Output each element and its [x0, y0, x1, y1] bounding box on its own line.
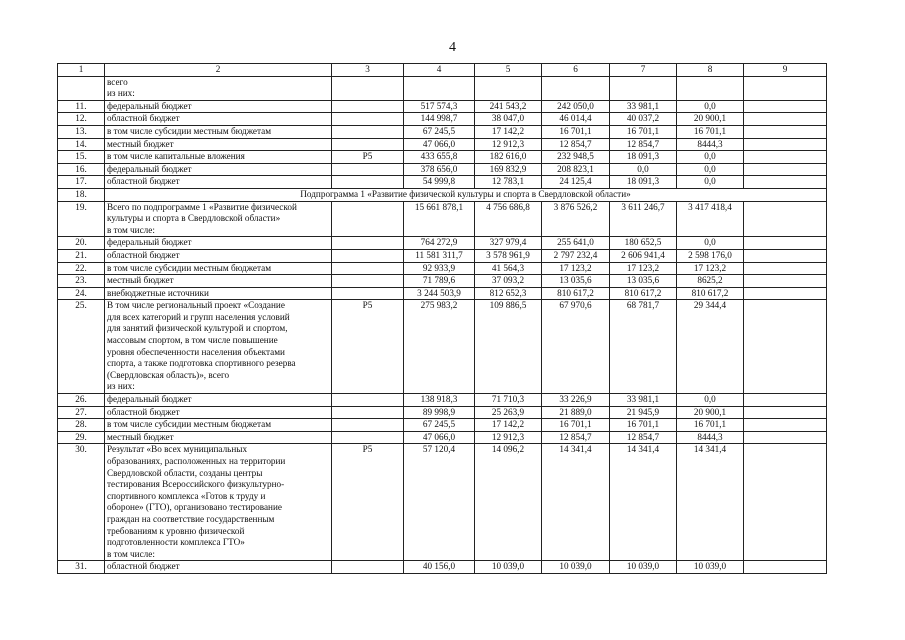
value-col-7: 16 701,1: [610, 419, 677, 432]
value-col-5: 812 652,3: [475, 287, 542, 300]
row-description: внебюджетные источники: [105, 287, 332, 300]
value-col-6: 208 823,1: [542, 163, 610, 176]
row-number: 15.: [58, 151, 105, 164]
value-col-8: 0,0: [677, 100, 744, 113]
row-code: P5: [332, 444, 404, 561]
row-number: 20.: [58, 237, 105, 250]
row-description: всего из них:: [105, 76, 332, 100]
section-title: Подпрограмма 1 «Развитие физической культуры и спорта в Свердловской области»: [105, 188, 827, 201]
value-col-7: 3 611 246,7: [610, 201, 677, 237]
row-description: в том числе капитальные вложения: [105, 151, 332, 164]
table-row: [58, 237, 827, 250]
value-col-8: 0,0: [677, 163, 744, 176]
value-col-7: 21 945,9: [610, 406, 677, 419]
value-col-8: 3 417 418,4: [677, 201, 744, 237]
value-col-5: 3 578 961,9: [475, 249, 542, 262]
value-col-6: 17 123,2: [542, 262, 610, 275]
value-col-8: 29 344,4: [677, 300, 744, 394]
row-description: в том числе субсидии местным бюджетам: [105, 262, 332, 275]
row-code: [332, 394, 404, 407]
value-col-8: 14 341,4: [677, 444, 744, 561]
row-description: Результат «Во всех муниципальных образованиях, расположенных на территории Свердловской области, созданы центры тестирования Всероссийского физкультурно- спортивного комплекса «Готов к труду и обороне» (ГТО), организовано тестирование граждан на соответствие государственным требованиям к уровню физической подготовленности комплекса ГТО» в том числе:: [105, 444, 332, 561]
row-code: [332, 76, 404, 100]
value-col-9: [744, 431, 827, 444]
row-number: 13.: [58, 125, 105, 138]
table-row: [58, 151, 827, 164]
row-number: 22.: [58, 262, 105, 275]
column-header-8: 8: [677, 64, 744, 77]
row-number: 30.: [58, 444, 105, 561]
table-row: [58, 113, 827, 126]
column-header-row: [58, 64, 827, 77]
table-row: [58, 287, 827, 300]
value-col-5: 241 543,2: [475, 100, 542, 113]
value-col-5: 12 912,3: [475, 431, 542, 444]
row-description: федеральный бюджет: [105, 163, 332, 176]
row-description: местный бюджет: [105, 431, 332, 444]
value-col-8: 810 617,2: [677, 287, 744, 300]
row-number: 19.: [58, 201, 105, 237]
value-col-5: 12 912,3: [475, 138, 542, 151]
value-col-4: 40 156,0: [404, 561, 475, 574]
row-description: в том числе субсидии местным бюджетам: [105, 419, 332, 432]
row-code: [332, 262, 404, 275]
value-col-6: 33 226,9: [542, 394, 610, 407]
value-col-8: 8444,3: [677, 431, 744, 444]
value-col-4: 764 272,9: [404, 237, 475, 250]
row-number: 27.: [58, 406, 105, 419]
row-number: 12.: [58, 113, 105, 126]
value-col-4: 92 933,9: [404, 262, 475, 275]
column-header-1: 1: [58, 64, 105, 77]
value-col-7: 2 606 941,4: [610, 249, 677, 262]
value-col-7: 18 091,3: [610, 176, 677, 189]
row-code: [332, 201, 404, 237]
value-col-4: 57 120,4: [404, 444, 475, 561]
value-col-4: 433 655,8: [404, 151, 475, 164]
value-col-7: 810 617,2: [610, 287, 677, 300]
row-number: 18.: [58, 188, 105, 201]
value-col-7: 12 854,7: [610, 138, 677, 151]
row-code: [332, 237, 404, 250]
value-col-4: 67 245,5: [404, 125, 475, 138]
row-code: [332, 431, 404, 444]
value-col-6: [542, 76, 610, 100]
row-number: 16.: [58, 163, 105, 176]
row-number: 31.: [58, 561, 105, 574]
value-col-5: 37 093,2: [475, 275, 542, 288]
value-col-6: 255 641,0: [542, 237, 610, 250]
value-col-5: 17 142,2: [475, 419, 542, 432]
value-col-8: [677, 76, 744, 100]
value-col-7: 12 854,7: [610, 431, 677, 444]
value-col-6: 67 970,6: [542, 300, 610, 394]
row-description: областной бюджет: [105, 561, 332, 574]
value-col-4: 275 983,2: [404, 300, 475, 394]
row-code: [332, 419, 404, 432]
value-col-4: 47 066,0: [404, 431, 475, 444]
table-row: [58, 444, 827, 561]
row-number: 23.: [58, 275, 105, 288]
row-code: [332, 561, 404, 574]
table-row: [58, 163, 827, 176]
value-col-8: 0,0: [677, 176, 744, 189]
table-row: [58, 275, 827, 288]
value-col-4: 89 998,9: [404, 406, 475, 419]
row-code: [332, 275, 404, 288]
row-description: федеральный бюджет: [105, 237, 332, 250]
value-col-9: [744, 151, 827, 164]
value-col-8: 0,0: [677, 237, 744, 250]
value-col-7: 33 981,1: [610, 394, 677, 407]
section-row: [58, 188, 827, 201]
table-row: [58, 561, 827, 574]
row-number: 28.: [58, 419, 105, 432]
value-col-4: 67 245,5: [404, 419, 475, 432]
row-description: областной бюджет: [105, 113, 332, 126]
page-number: 4: [449, 40, 456, 55]
row-description: местный бюджет: [105, 275, 332, 288]
row-code: [332, 100, 404, 113]
row-number: 24.: [58, 287, 105, 300]
value-col-9: [744, 444, 827, 561]
value-col-9: [744, 561, 827, 574]
row-number: 14.: [58, 138, 105, 151]
table-row: [58, 138, 827, 151]
value-col-4: 517 574,3: [404, 100, 475, 113]
value-col-9: [744, 300, 827, 394]
row-code: [332, 176, 404, 189]
value-col-5: 17 142,2: [475, 125, 542, 138]
value-col-9: [744, 113, 827, 126]
value-col-7: 14 341,4: [610, 444, 677, 561]
row-code: P5: [332, 300, 404, 394]
value-col-7: 0,0: [610, 163, 677, 176]
value-col-6: 242 050,0: [542, 100, 610, 113]
table-row: [58, 100, 827, 113]
value-col-7: 40 037,2: [610, 113, 677, 126]
value-col-9: [744, 201, 827, 237]
value-col-6: 16 701,1: [542, 419, 610, 432]
row-description: в том числе субсидии местным бюджетам: [105, 125, 332, 138]
value-col-6: 810 617,2: [542, 287, 610, 300]
value-col-9: [744, 76, 827, 100]
value-col-7: 17 123,2: [610, 262, 677, 275]
table-row: [58, 431, 827, 444]
value-col-4: 378 656,0: [404, 163, 475, 176]
row-code: [332, 113, 404, 126]
value-col-6: 14 341,4: [542, 444, 610, 561]
row-description: федеральный бюджет: [105, 394, 332, 407]
value-col-5: 12 783,1: [475, 176, 542, 189]
value-col-9: [744, 394, 827, 407]
value-col-8: 2 598 176,0: [677, 249, 744, 262]
value-col-5: 327 979,4: [475, 237, 542, 250]
value-col-8: 20 900,1: [677, 113, 744, 126]
value-col-8: 0,0: [677, 151, 744, 164]
row-description: областной бюджет: [105, 406, 332, 419]
value-col-7: 18 091,3: [610, 151, 677, 164]
value-col-8: 0,0: [677, 394, 744, 407]
table-row: [58, 249, 827, 262]
row-code: [332, 249, 404, 262]
table-row: [58, 262, 827, 275]
value-col-5: [475, 76, 542, 100]
value-col-6: 24 125,4: [542, 176, 610, 189]
value-col-9: [744, 249, 827, 262]
value-col-6: 232 948,5: [542, 151, 610, 164]
value-col-5: 14 096,2: [475, 444, 542, 561]
value-col-9: [744, 237, 827, 250]
value-col-7: 68 781,7: [610, 300, 677, 394]
value-col-6: 12 854,7: [542, 138, 610, 151]
value-col-4: 138 918,3: [404, 394, 475, 407]
value-col-9: [744, 287, 827, 300]
row-number: 11.: [58, 100, 105, 113]
value-col-9: [744, 419, 827, 432]
value-col-7: 16 701,1: [610, 125, 677, 138]
value-col-6: 16 701,1: [542, 125, 610, 138]
value-col-5: 182 616,0: [475, 151, 542, 164]
row-number: 29.: [58, 431, 105, 444]
value-col-8: 17 123,2: [677, 262, 744, 275]
row-code: [332, 125, 404, 138]
row-description: федеральный бюджет: [105, 100, 332, 113]
value-col-7: 13 035,6: [610, 275, 677, 288]
row-number: 25.: [58, 300, 105, 394]
row-description: областной бюджет: [105, 176, 332, 189]
value-col-6: 12 854,7: [542, 431, 610, 444]
value-col-6: 21 889,0: [542, 406, 610, 419]
value-col-7: 180 652,5: [610, 237, 677, 250]
row-code: [332, 287, 404, 300]
value-col-5: 25 263,9: [475, 406, 542, 419]
column-header-4: 4: [404, 64, 475, 77]
value-col-6: 3 876 526,2: [542, 201, 610, 237]
row-number: 26.: [58, 394, 105, 407]
value-col-5: 10 039,0: [475, 561, 542, 574]
value-col-4: [404, 76, 475, 100]
value-col-9: [744, 262, 827, 275]
row-description: местный бюджет: [105, 138, 332, 151]
row-code: [332, 163, 404, 176]
value-col-8: 16 701,1: [677, 419, 744, 432]
column-header-5: 5: [475, 64, 542, 77]
row-description: В том числе региональный проект «Создание для всех категорий и групп населения условий для занятий физической культурой и спортом, массовым спортом, в том числе повышение уровня обеспеченности населения объектами спорта, а также подготовка спортивного резерва (Свердловская область)», всего из них:: [105, 300, 332, 394]
table-row: [58, 201, 827, 237]
column-header-2: 2: [105, 64, 332, 77]
table-row: [58, 125, 827, 138]
value-col-4: 11 581 311,7: [404, 249, 475, 262]
value-col-5: 169 832,9: [475, 163, 542, 176]
column-header-3: 3: [332, 64, 404, 77]
value-col-7: 10 039,0: [610, 561, 677, 574]
column-header-6: 6: [542, 64, 610, 77]
row-number: 17.: [58, 176, 105, 189]
table-row: [58, 176, 827, 189]
row-number: 21.: [58, 249, 105, 262]
value-col-6: 2 797 232,4: [542, 249, 610, 262]
value-col-6: 10 039,0: [542, 561, 610, 574]
value-col-8: 8625,2: [677, 275, 744, 288]
row-code: [332, 138, 404, 151]
value-col-8: 20 900,1: [677, 406, 744, 419]
value-col-4: 144 998,7: [404, 113, 475, 126]
value-col-9: [744, 275, 827, 288]
value-col-5: 71 710,3: [475, 394, 542, 407]
row-description: Всего по подпрограмме 1 «Развитие физической культуры и спорта в Свердловской области» в том числе:: [105, 201, 332, 237]
row-description: областной бюджет: [105, 249, 332, 262]
table-row: [58, 419, 827, 432]
value-col-5: 41 564,3: [475, 262, 542, 275]
value-col-9: [744, 138, 827, 151]
value-col-5: 109 886,5: [475, 300, 542, 394]
value-col-6: 13 035,6: [542, 275, 610, 288]
row-code: [332, 406, 404, 419]
value-col-4: 54 999,8: [404, 176, 475, 189]
value-col-8: 10 039,0: [677, 561, 744, 574]
value-col-9: [744, 100, 827, 113]
column-header-9: 9: [744, 64, 827, 77]
value-col-5: 4 756 686,8: [475, 201, 542, 237]
value-col-9: [744, 125, 827, 138]
table-row: [58, 394, 827, 407]
value-col-4: 47 066,0: [404, 138, 475, 151]
value-col-7: 33 981,1: [610, 100, 677, 113]
value-col-9: [744, 176, 827, 189]
budget-table: [57, 63, 827, 574]
value-col-7: [610, 76, 677, 100]
column-header-7: 7: [610, 64, 677, 77]
table-row: [58, 76, 827, 100]
row-number: [58, 76, 105, 100]
table-row: [58, 406, 827, 419]
value-col-4: 3 244 503,9: [404, 287, 475, 300]
table-row: [58, 300, 827, 394]
value-col-6: 46 014,4: [542, 113, 610, 126]
value-col-5: 38 047,0: [475, 113, 542, 126]
value-col-9: [744, 163, 827, 176]
value-col-8: 8444,3: [677, 138, 744, 151]
value-col-8: 16 701,1: [677, 125, 744, 138]
value-col-4: 71 789,6: [404, 275, 475, 288]
value-col-9: [744, 406, 827, 419]
value-col-4: 15 661 878,1: [404, 201, 475, 237]
row-code: P5: [332, 151, 404, 164]
